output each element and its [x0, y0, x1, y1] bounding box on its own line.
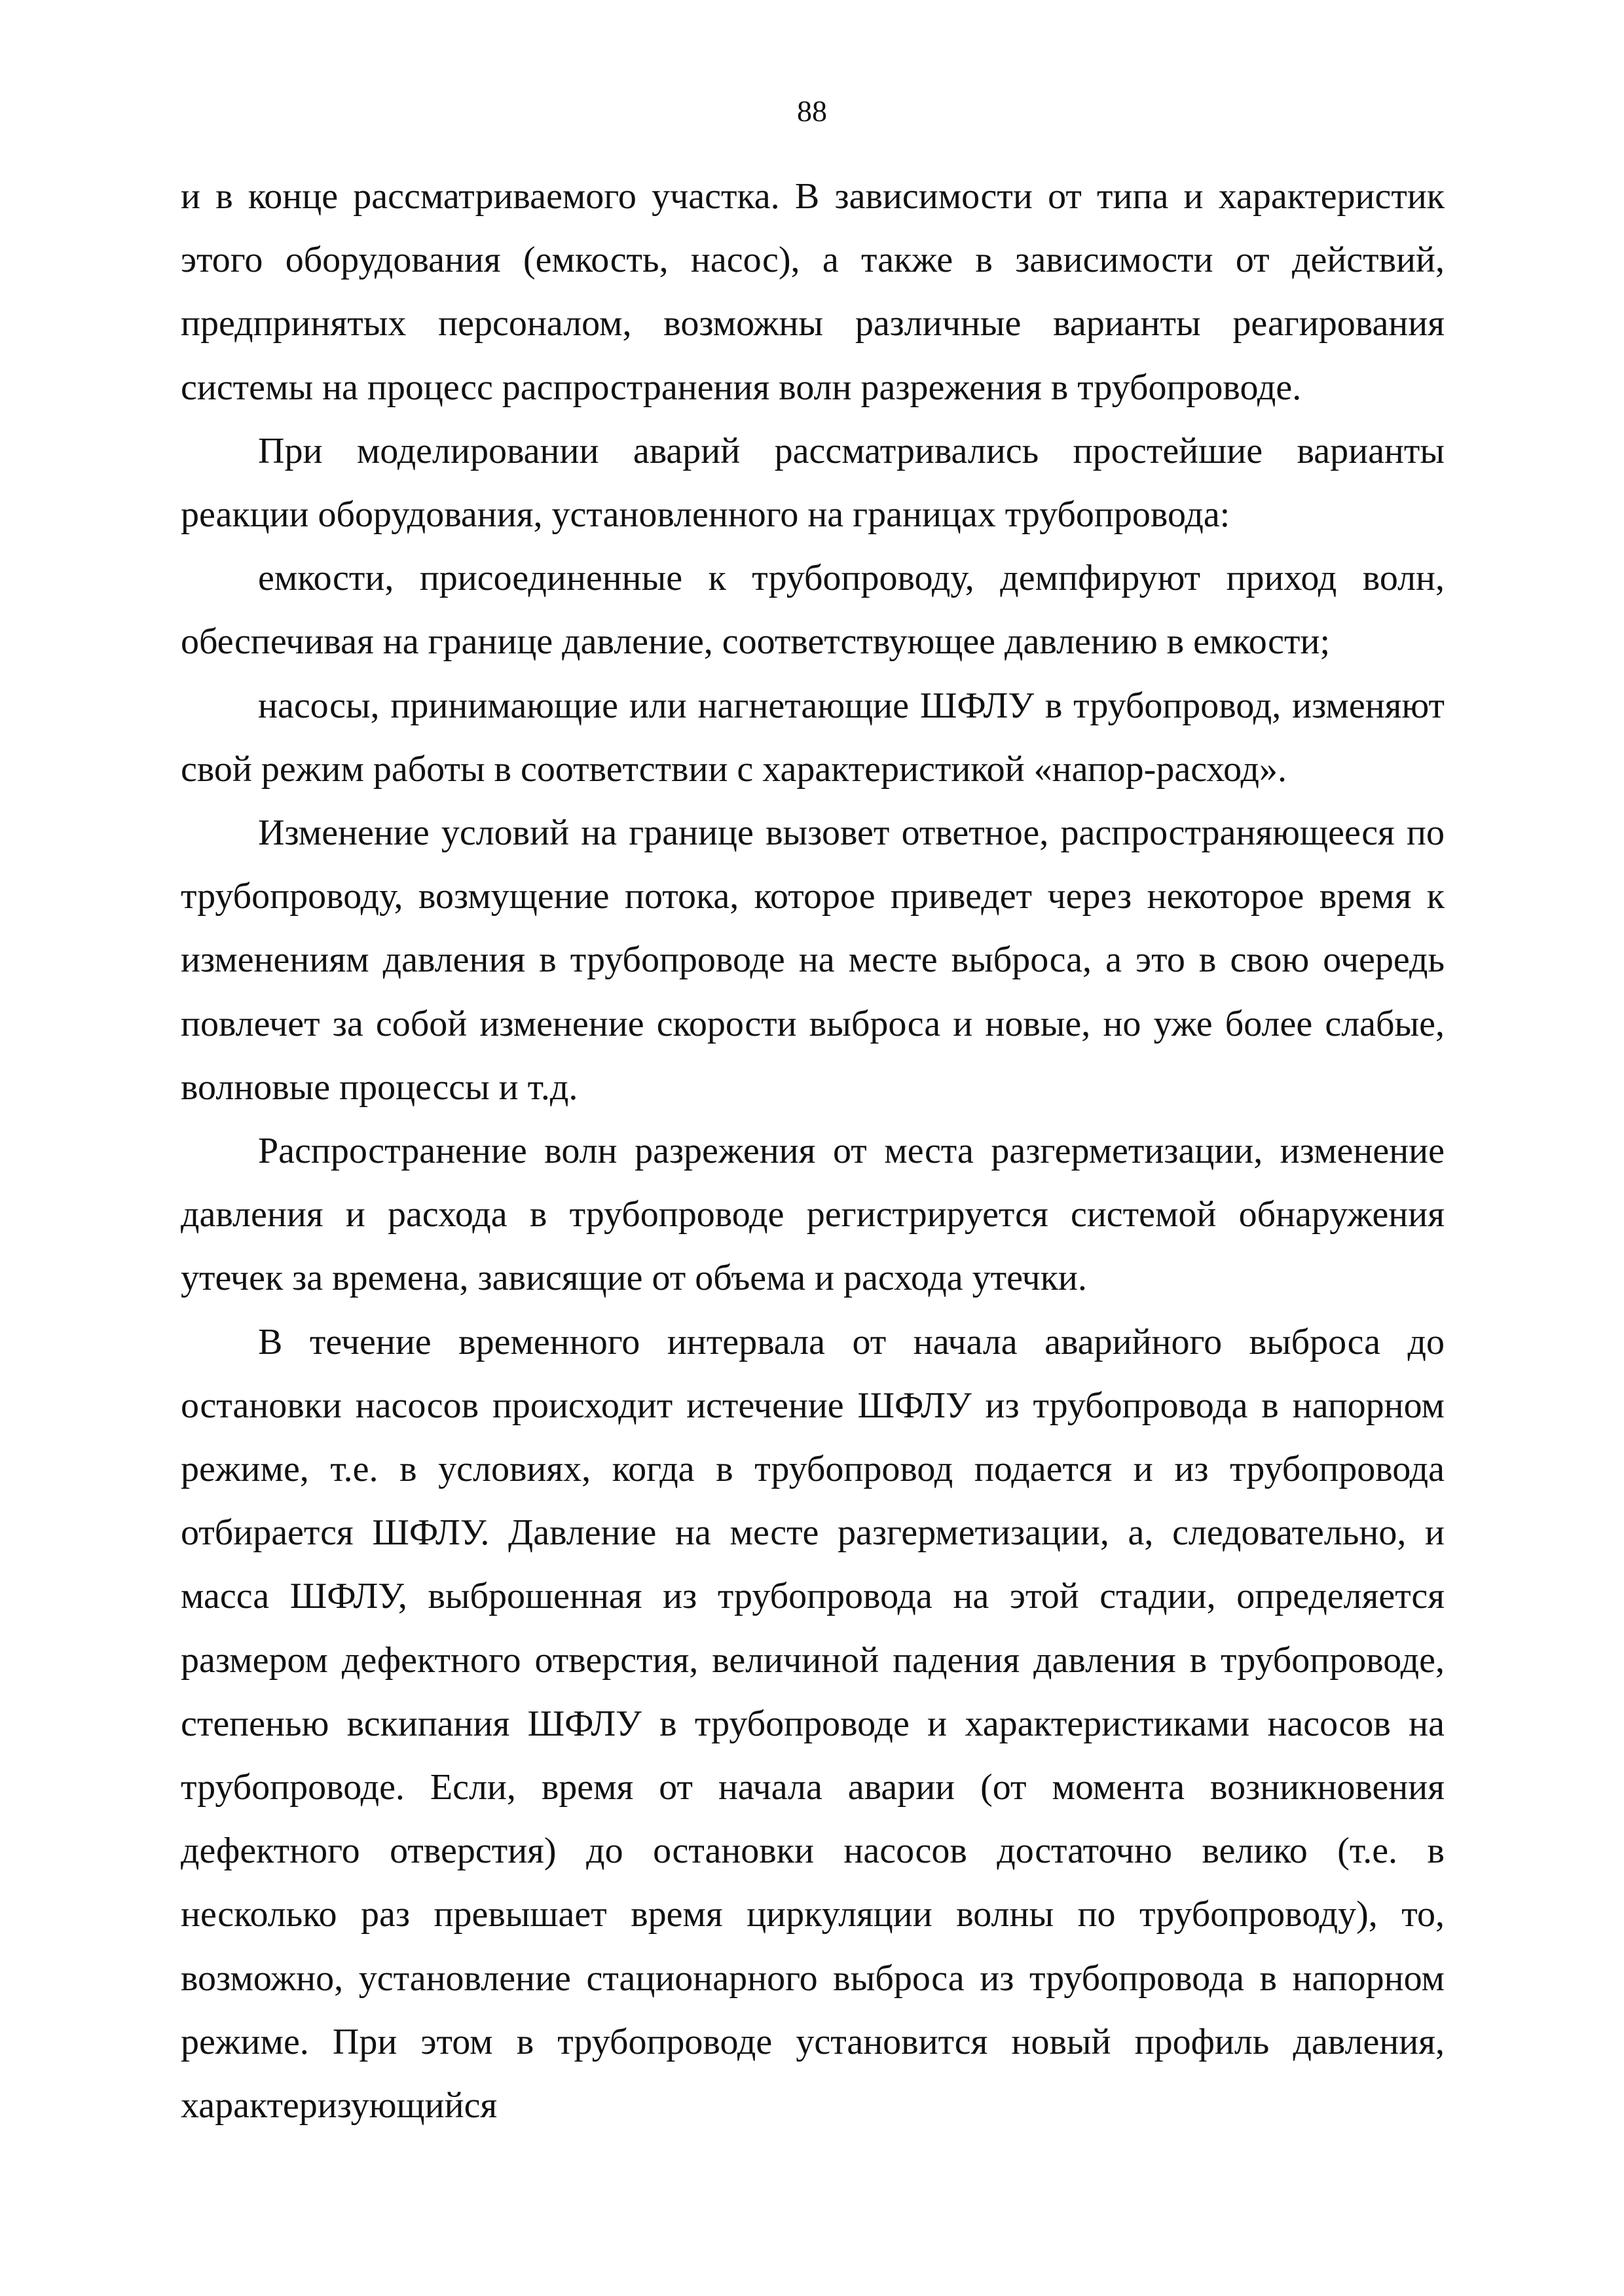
paragraph: Распространение волн разрежения от места разгерметизации, изменение давления и расхода в трубопроводе регистрируется системой обнаружения утечек за времена, зависящие от объема и расхода утечки. [181, 1131, 1445, 1299]
page-number: 88 [797, 94, 827, 128]
paragraph: При моделировании аварий рассматривались простейшие варианты реакции оборудования, установленного на границах трубопровода: [181, 430, 1445, 536]
paragraph: Изменение условий на границе вызовет ответное, распространяющееся по трубопроводу, возмущение потока, которое приведет через некоторое время к изменениям давления в трубопроводе на месте выброса, а это в свою очередь повлечет за собой изменение скорости выброса и новые, но уже более слабые, волновые процессы и т.д. [181, 812, 1445, 1108]
document-body [181, 165, 1445, 2138]
paragraph: емкости, присоединенные к трубопроводу, демпфируют приход волн, обеспечивая на границе давление, соответствующее давлению в емкости; [181, 558, 1445, 663]
paragraph: В течение временного интервала от начала аварийного выброса до остановки насосов происходит истечение ШФЛУ из трубопровода в напорном режиме, т.е. в условиях, когда в трубопровод подается и из трубопровода отбирается ШФЛУ. Давление на месте разгерметизации, а, следовательно, и масса ШФЛУ, выброшенная из трубопровода на этой стадии, определяется размером дефектного отверстия, величиной падения давления в трубопроводе, степенью вскипания ШФЛУ в трубопроводе и характеристиками насосов на трубопроводе. Если, время от начала аварии (от момента возникновения дефектного отверстия) до остановки насосов достаточно велико (т.е. в несколько раз превышает время циркуляции волны по трубопроводу), то, возможно, установление стационарного выброса из трубопровода в напорном режиме. При этом в трубопроводе установится новый профиль давления, характеризующийся [181, 1321, 1445, 2126]
paragraph: насосы, принимающие или нагнетающие ШФЛУ в трубопровод, изменяют свой режим работы в соответствии с характеристикой «напор-расход». [181, 685, 1445, 790]
paragraph: и в конце рассматриваемого участка. В зависимости от типа и характеристик этого оборудования (емкость, насос), а также в зависимости от действий, предпринятых персоналом, возможны различные варианты реагирования системы на процесс распространения волн разрежения в трубопроводе. [181, 176, 1445, 408]
